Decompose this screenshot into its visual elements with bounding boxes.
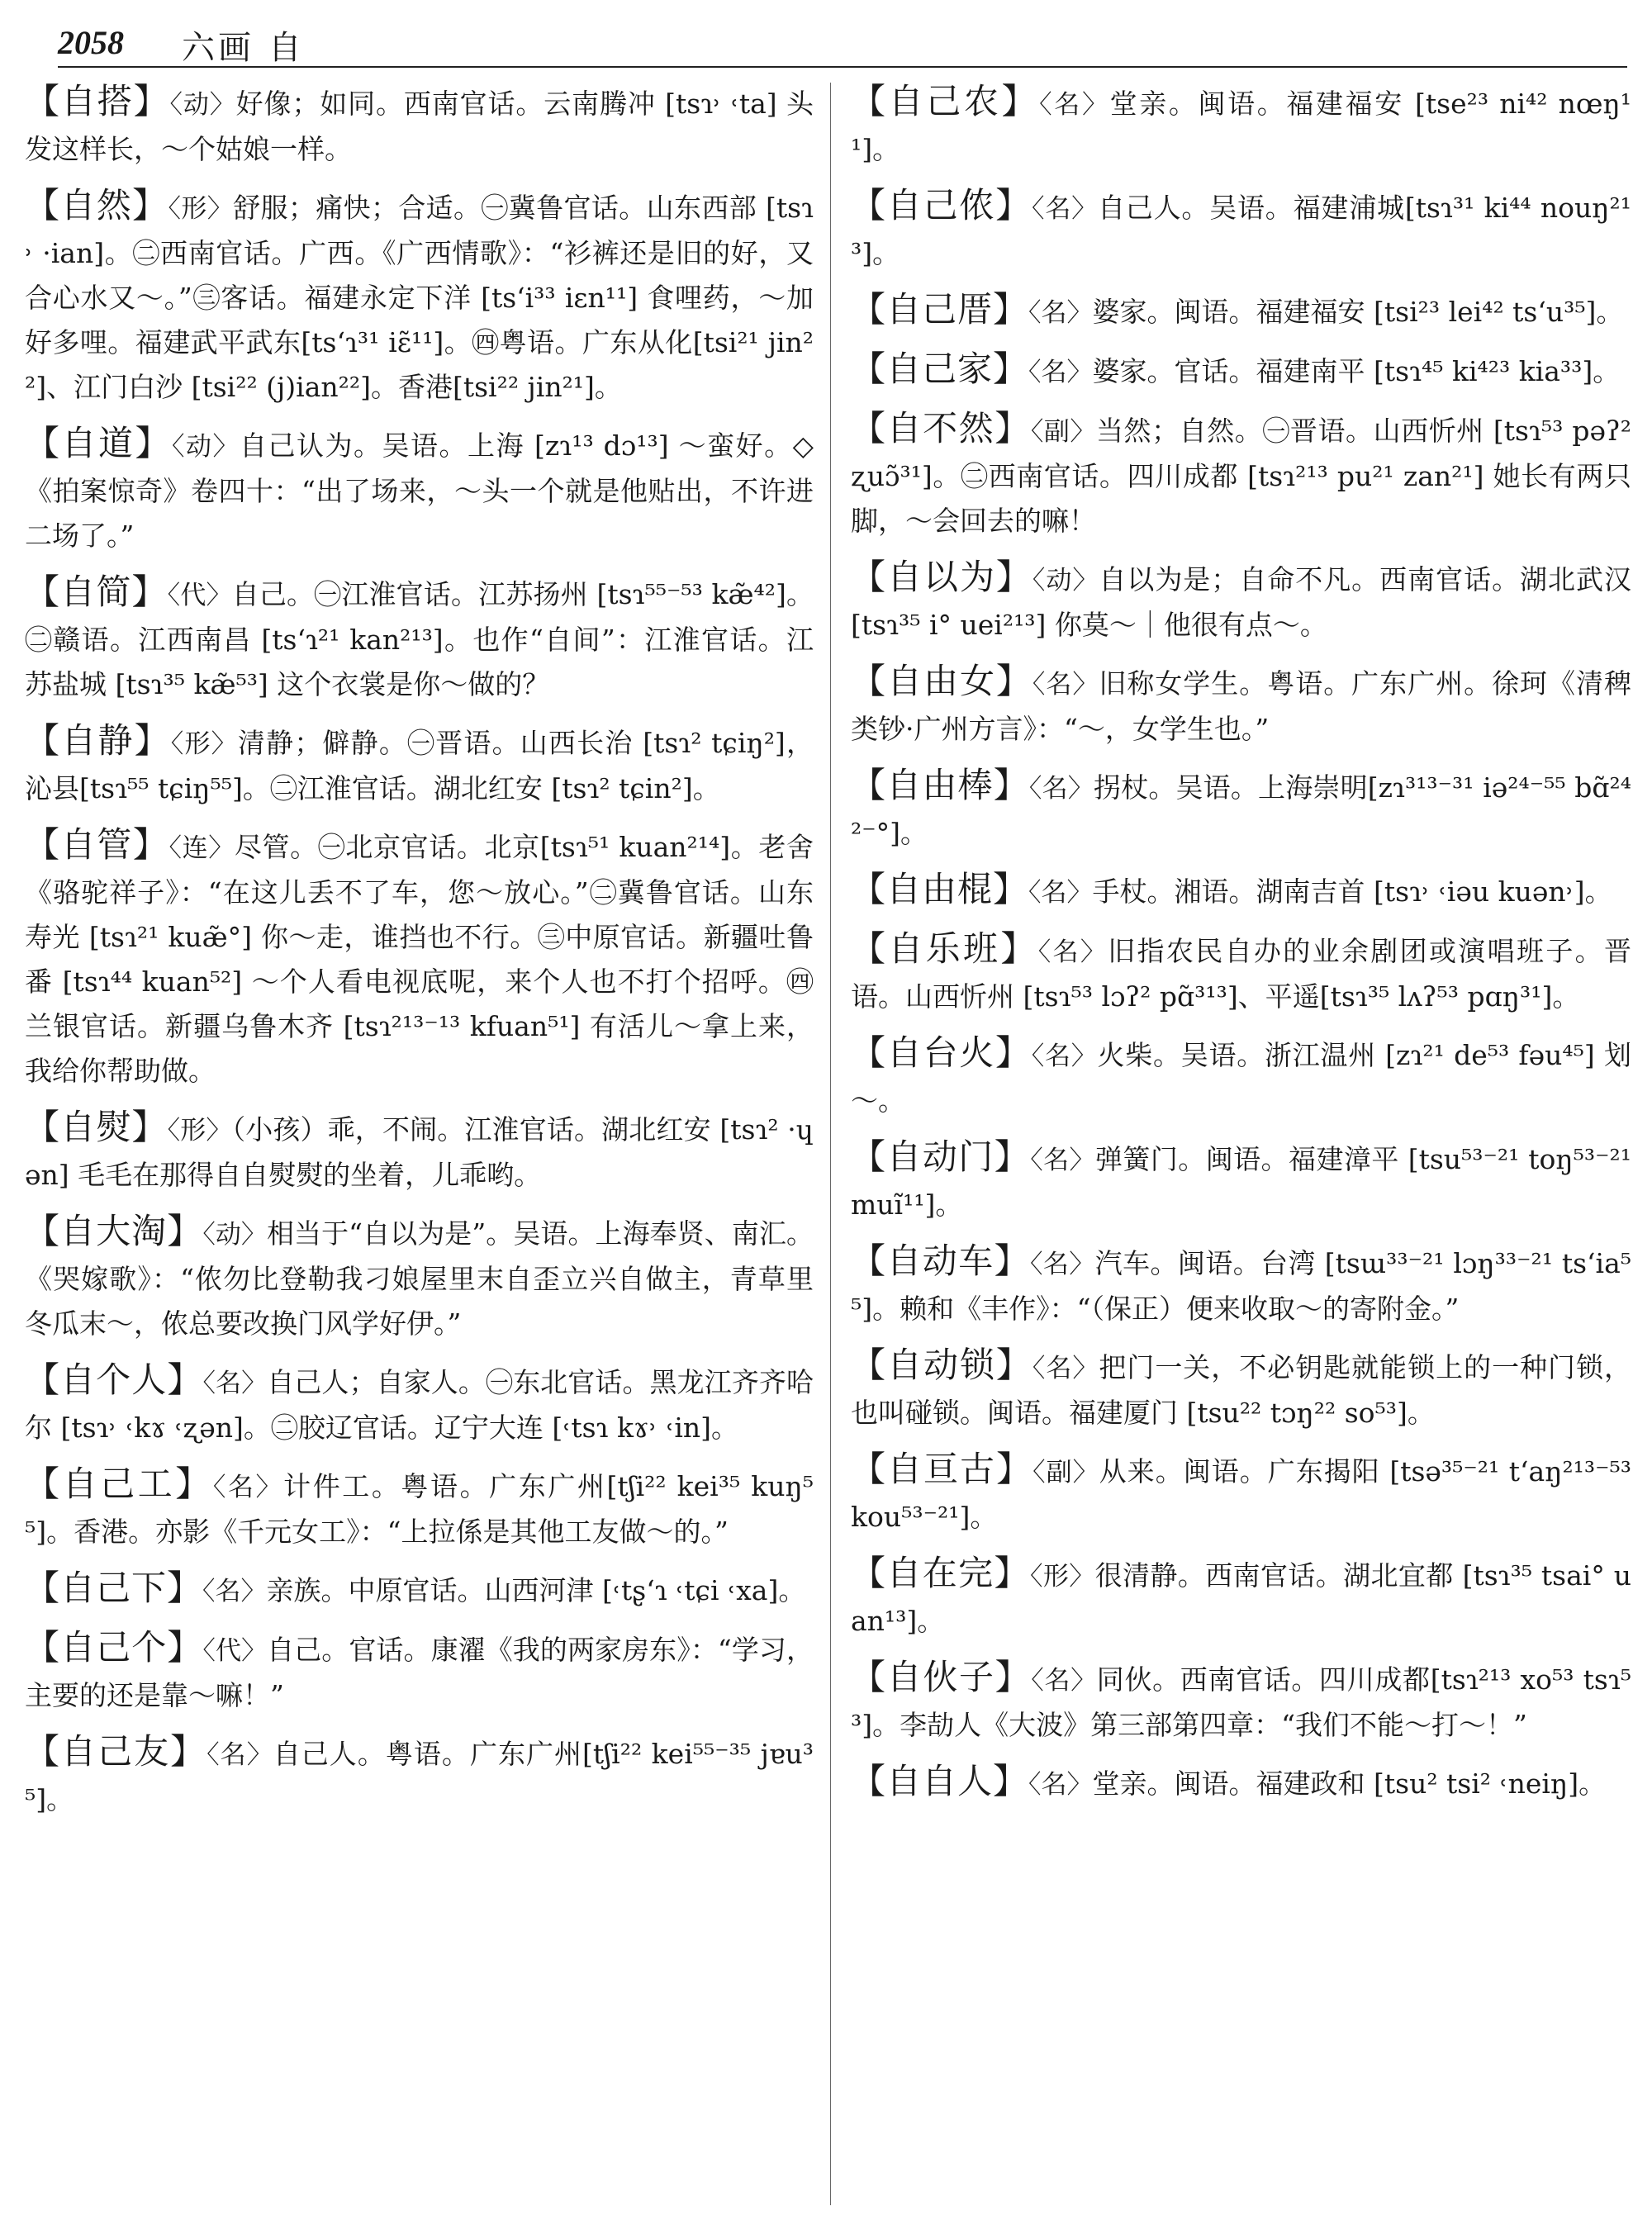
dictionary-entry xyxy=(851,555,1631,648)
entry-part-of-speech: 〈名〉 xyxy=(1037,937,1108,967)
entry-headword: 【自乐班】 xyxy=(851,928,1038,969)
entry-definition: 自己人；自家人。㊀东北官话。黑龙江齐齐哈尔 [tsɿ˒ ˓kɤ ˓ʐən]。㊁胶辽官话。辽宁大连 [˓tsɿ kɤ˒ ˓in]。 xyxy=(25,1366,814,1444)
dictionary-entry xyxy=(25,719,814,811)
dictionary-entry xyxy=(851,763,1631,856)
entry-headword: 【自己工】 xyxy=(25,1464,213,1504)
dictionary-entry xyxy=(851,1343,1631,1435)
dictionary-entry xyxy=(851,183,1631,276)
entry-definition: 好像；如同。西南官话。云南腾冲 [tsɿ˒ ˓ta] 头发这样长，～个姑娘一样。 xyxy=(25,88,814,165)
page-header xyxy=(58,18,1627,68)
entry-part-of-speech: 〈动〉 xyxy=(169,90,236,120)
entry-part-of-speech: 〈名〉 xyxy=(1030,1250,1095,1279)
entry-definition: 火柴。吴语。浙江温州 [zɿ²¹ de⁵³ fəu⁴⁵] 划～。 xyxy=(851,1039,1631,1117)
dictionary-entry xyxy=(851,927,1631,1019)
entry-headword: 【自搭】 xyxy=(25,81,170,121)
entry-headword: 【自动门】 xyxy=(851,1136,1031,1177)
entry-headword: 【自己厝】 xyxy=(851,289,1029,330)
entry-headword: 【自个人】 xyxy=(25,1359,203,1400)
entry-part-of-speech: 〈形〉 xyxy=(167,1116,232,1146)
entry-headword: 【自自人】 xyxy=(851,1761,1029,1801)
dictionary-entry xyxy=(851,79,1631,172)
entry-definition: 清静；僻静。㊀晋语。山西长治 [tsɿ² tɕiŋ²]，沁县[tsɿ⁵⁵ tɕiŋ⁵⁵]。㊁江淮官话。湖北红安 [tsɿ² tɕin²]。 xyxy=(25,727,814,804)
entry-definition: 自己。㊀江淮官话。江苏扬州 [tsɿ⁵⁵⁻⁵³ kæ̃⁴²]。㊁赣语。江西南昌 [tsʻɿ²¹ kan²¹³]。也作“自间”：江淮官话。江苏盐城 [tsɿ³⁵ kæ̃⁵³] 这个衣裳是你～做的？ xyxy=(25,578,814,700)
entry-headword: 【自亘古】 xyxy=(851,1449,1033,1489)
entry-part-of-speech: 〈名〉 xyxy=(1032,670,1099,700)
entry-part-of-speech: 〈名〉 xyxy=(1032,1354,1099,1383)
entry-part-of-speech: 〈代〉 xyxy=(167,581,232,610)
entry-part-of-speech: 〈代〉 xyxy=(202,1636,268,1666)
entry-part-of-speech: 〈形〉 xyxy=(1029,1562,1095,1592)
entry-definition: 堂亲。闽语。福建政和 [tsu² tsi² ˓neiŋ]。 xyxy=(1092,1767,1607,1800)
entry-part-of-speech: 〈名〉 xyxy=(202,1577,267,1606)
left-column xyxy=(25,79,814,1834)
column-divider xyxy=(830,83,831,2205)
dictionary-entry xyxy=(25,183,814,410)
dictionary-entry xyxy=(851,406,1631,543)
entry-headword: 【自道】 xyxy=(25,423,173,463)
entry-definition: 舒服；痛快；合适。㊀冀鲁官话。山东西部 [tsɿ˒ ·ian]。㊁西南官话。广西。《广西情歌》：“衫裤还是旧的好，又合心水又～。”㊂客话。福建永定下洋 [tsʻi³³ iɛn¹¹] 食哩药，～加好多哩。福建武平武东[tsʻɿ³¹ iɛ̃¹¹]。㊃粤语。广东从化[tsi²¹ jin²²]、江门白沙 [tsi²² (j)ian²²]。香港[tsi²² jin²¹]。 xyxy=(25,192,814,403)
entry-definition: （小孩）乖，不闹。江淮官话。湖北红安 [tsɿ² ·ɥən] 毛毛在那得自自熨熨的坐着，儿乖哟。 xyxy=(25,1113,814,1191)
entry-part-of-speech: 〈副〉 xyxy=(1030,417,1096,447)
entry-headword: 【自由女】 xyxy=(851,661,1032,701)
entry-part-of-speech: 〈名〉 xyxy=(1028,878,1093,908)
dictionary-entry xyxy=(25,1566,814,1614)
entry-part-of-speech: 〈名〉 xyxy=(206,1740,273,1770)
dictionary-entry xyxy=(25,421,814,558)
entry-part-of-speech: 〈名〉 xyxy=(1031,1041,1098,1071)
entry-part-of-speech: 〈副〉 xyxy=(1032,1458,1099,1487)
entry-part-of-speech: 〈名〉 xyxy=(1032,194,1098,224)
entry-definition: 汽车。闽语。台湾 [tsɯ³³⁻²¹ lɔŋ³³⁻²¹ tsʻia⁵⁵]。赖和《丰作》：“（保正）便来收取～的寄附金。” xyxy=(851,1247,1632,1325)
dictionary-entry xyxy=(851,347,1631,395)
entry-part-of-speech: 〈连〉 xyxy=(169,833,235,863)
dictionary-entry xyxy=(25,570,814,707)
dictionary-entry xyxy=(851,287,1631,335)
entry-definition: 自以为是；自命不凡。西南官话。湖北武汉 [tsɿ³⁵ i° uei²¹³] 你莫～｜他很有点～。 xyxy=(851,563,1632,641)
dictionary-entry xyxy=(25,1625,814,1718)
dictionary-entry xyxy=(25,1209,814,1346)
dictionary-entry xyxy=(851,1031,1631,1123)
entry-headword: 【自己农】 xyxy=(851,81,1040,121)
dictionary-entry xyxy=(851,1759,1631,1807)
entry-headword: 【自熨】 xyxy=(25,1107,168,1147)
entry-headword: 【自不然】 xyxy=(851,408,1031,448)
dictionary-entry xyxy=(851,1551,1631,1644)
entry-headword: 【自动锁】 xyxy=(851,1345,1032,1385)
entry-part-of-speech: 〈名〉 xyxy=(1028,1770,1093,1800)
entry-definition: 自己人。粤语。广东广州[tʃi²² kei⁵⁵⁻³⁵ jɐu³⁵]。 xyxy=(25,1738,814,1815)
dictionary-entry xyxy=(851,1655,1631,1748)
entry-headword: 【自由棒】 xyxy=(851,765,1029,805)
dictionary-entry xyxy=(851,1239,1631,1331)
entry-headword: 【自台火】 xyxy=(851,1032,1032,1073)
entry-headword: 【自简】 xyxy=(25,572,168,612)
entry-part-of-speech: 〈名〉 xyxy=(212,1473,284,1502)
entry-definition: 把门一关，不必钥匙就能锁上的一种门锁，也叫碰锁。闽语。福建厦门 [tsu²² tɔŋ²² so⁵³]。 xyxy=(851,1351,1632,1429)
entry-definition: 拐杖。吴语。上海崇明[zɿ³¹³⁻³¹ iə²⁴⁻⁵⁵ bɑ̃²⁴²⁻°]。 xyxy=(851,771,1631,849)
entry-definition: 婆家。官话。福建南平 [tsɿ⁴⁵ ki⁴²³ kia³³]。 xyxy=(1092,355,1621,387)
section-heading: 六画 自 xyxy=(182,29,305,67)
entry-headword: 【自己个】 xyxy=(25,1627,203,1668)
dictionary-entry xyxy=(25,823,814,1094)
entry-definition: 自己。官话。康濯《我的两家房东》：“学习，主要的还是靠～嘛！” xyxy=(25,1634,814,1711)
entry-headword: 【自静】 xyxy=(25,720,171,761)
entry-part-of-speech: 〈形〉 xyxy=(168,194,234,224)
entry-part-of-speech: 〈名〉 xyxy=(1030,1146,1095,1175)
entry-part-of-speech: 〈动〉 xyxy=(202,1220,267,1250)
entry-part-of-speech: 〈动〉 xyxy=(1032,566,1099,595)
entry-headword: 【自以为】 xyxy=(851,557,1032,597)
entry-definition: 同伙。西南官话。四川成都[tsɿ²¹³ xo⁵³ tsɿ⁵³]。李劼人《大波》第三部第四章：“我们不能～打～！” xyxy=(851,1663,1631,1741)
entry-definition: 婆家。闽语。福建福安 [tsi²³ lei⁴² tsʻu³⁵]。 xyxy=(1092,296,1624,328)
entry-definition: 手杖。湘语。湖南吉首 [tsɿ˒ ˓iəu kuən˒]。 xyxy=(1092,875,1612,908)
entry-definition: 自己人。吴语。福建浦城[tsɿ³¹ ki⁴⁴ nouŋ²¹³]。 xyxy=(851,192,1631,269)
entry-part-of-speech: 〈名〉 xyxy=(1039,90,1110,120)
entry-headword: 【自动车】 xyxy=(851,1241,1030,1281)
entry-definition: 旧称女学生。粤语。广东广州。徐珂《清稗类钞·广州方言》：“～，女学生也。” xyxy=(851,667,1632,745)
entry-definition: 相当于“自以为是”。吴语。上海奉贤、南汇。《哭嫁歌》：“侬勿比登勒我刁娘屋里末自歪立兴自做主，青草里冬瓜末～，侬总要改换门风学好伊。” xyxy=(25,1217,814,1340)
entry-definition: 从来。闽语。广东揭阳 [tsə³⁵⁻²¹ tʻaŋ²¹³⁻⁵³ kou⁵³⁻²¹]。 xyxy=(851,1455,1632,1533)
entry-headword: 【自由棍】 xyxy=(851,869,1029,909)
entry-definition: 当然；自然。㊀晋语。山西忻州 [tsɿ⁵³ pəʔ² ʐuɔ̃³¹]。㊁西南官话。四川成都 [tsɿ²¹³ pu²¹ zan²¹] 她长有两只脚，～会回去的嘛！ xyxy=(851,415,1631,537)
entry-definition: 自己认为。吴语。上海 [zɿ¹³ dɔ¹³] ～蛮好。◇《拍案惊奇》卷四十：“出了场来，～头一个就是他贴出，不许进二场了。” xyxy=(25,429,814,552)
entry-part-of-speech: 〈名〉 xyxy=(1028,774,1094,804)
dictionary-entry xyxy=(851,1447,1631,1540)
entry-headword: 【自己家】 xyxy=(851,349,1029,389)
entry-definition: 弹簧门。闽语。福建漳平 [tsu⁵³⁻²¹ toŋ⁵³⁻²¹ muĩ¹¹]。 xyxy=(851,1143,1632,1221)
dictionary-entry xyxy=(25,1729,814,1822)
entry-headword: 【自然】 xyxy=(25,185,169,225)
entry-part-of-speech: 〈动〉 xyxy=(172,432,240,462)
entry-definition: 尽管。㊀北京官话。北京[tsɿ⁵¹ kuan²¹⁴]。老舍《骆驼祥子》：“在这儿丢不了车，您～放心。”㊁冀鲁官话。山东寿光 [tsɿ²¹ kuæ̃°] 你～走，谁挡也不行。㊂中原官话。新疆吐鲁番 [tsɿ⁴⁴ kuan⁵²] ～个人看电视底呢，来个人也不打个招呼。㊃兰银官话。新疆乌鲁木齐 [tsɿ²¹³⁻¹³ kfuan⁵¹] 有活儿～拿上来，我给你帮助做。 xyxy=(25,831,814,1087)
entry-part-of-speech: 〈名〉 xyxy=(202,1369,268,1398)
dictionary-entry xyxy=(25,1105,814,1198)
entry-part-of-speech: 〈名〉 xyxy=(1028,298,1093,328)
entry-headword: 【自己侬】 xyxy=(851,185,1032,225)
dictionary-entry xyxy=(25,1358,814,1450)
entry-definition: 很清静。西南官话。湖北宜都 [tsɿ³⁵ tsai° uan¹³]。 xyxy=(851,1559,1631,1637)
entry-headword: 【自管】 xyxy=(25,824,169,865)
dictionary-entry xyxy=(25,79,814,172)
entry-part-of-speech: 〈名〉 xyxy=(1028,358,1093,387)
entry-definition: 亲族。中原官话。山西河津 [˓tʂʻɿ ˓tɕi ˓xa]。 xyxy=(266,1574,806,1606)
entry-definition: 旧指农民自办的业余剧团或演唱班子。晋语。山西忻州 [tsɿ⁵³ lɔʔ² pɑ̃³¹³]、平遥[tsɿ³⁵ lʌʔ⁵³ pɑŋ³¹]。 xyxy=(851,935,1632,1013)
entry-definition: 堂亲。闽语。福建福安 [tse²³ ni⁴² nœŋ¹¹]。 xyxy=(851,88,1631,165)
right-column xyxy=(851,79,1631,1819)
entry-part-of-speech: 〈形〉 xyxy=(170,729,238,759)
entry-definition: 计件工。粤语。广东广州[tʃi²² kei³⁵ kuŋ⁵⁵]。香港。亦影《千元女工》：“上拉係是其他工友做～的。” xyxy=(25,1470,814,1548)
entry-headword: 【自己下】 xyxy=(25,1568,203,1608)
entry-headword: 【自在完】 xyxy=(851,1553,1030,1593)
dictionary-entry xyxy=(25,1462,814,1554)
entry-headword: 【自伙子】 xyxy=(851,1657,1032,1697)
entry-headword: 【自己友】 xyxy=(25,1731,207,1772)
page-number: 2058 xyxy=(58,24,124,61)
dictionary-entry xyxy=(851,1135,1631,1227)
entry-part-of-speech: 〈名〉 xyxy=(1031,1666,1097,1696)
dictionary-entry xyxy=(851,867,1631,915)
entry-headword: 【自大淘】 xyxy=(25,1211,203,1251)
dictionary-entry xyxy=(851,659,1631,752)
